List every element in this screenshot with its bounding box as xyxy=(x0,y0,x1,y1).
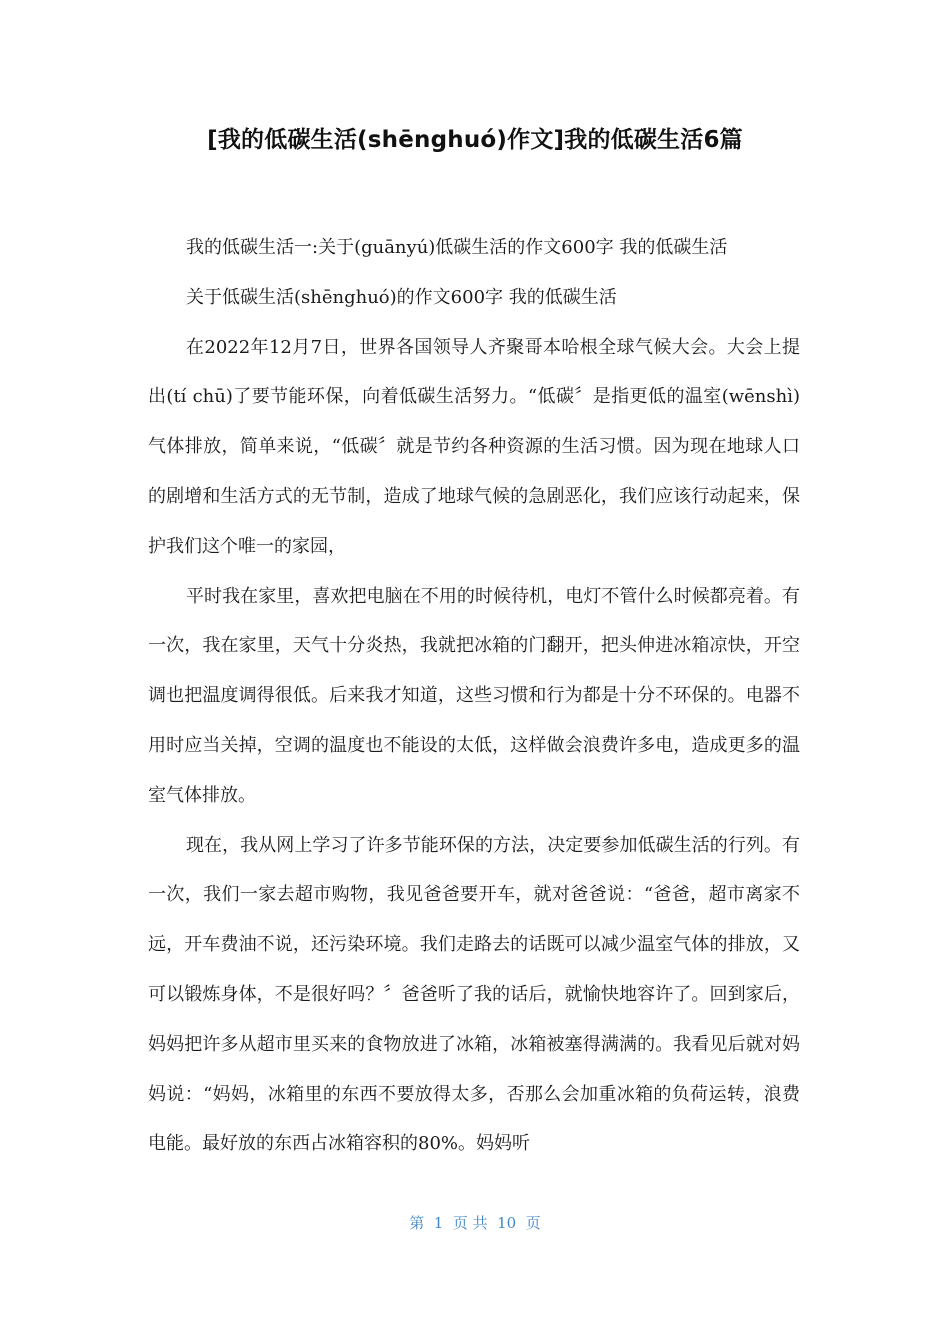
paragraph: 平时我在家里，喜欢把电脑在不用的时候待机，电灯不管什么时候都亮着。有一次，我在家里，天气十分炎热，我就把冰箱的门翻开，把头伸进冰箱凉快，开空调也把温度调得很低。后来我才知道，这些习惯和行为都是十分不环保的。电器不用时应当关掉，空调的温度也不能设的太低，这样做会浪费许多电，造成更多的温室气体排放。 xyxy=(148,585,800,806)
page-indicator: 第 1 页 共 10 页 xyxy=(409,1214,541,1232)
paragraph-heading-line: 我的低碳生活一:关于(guānyú)低碳生活的作文600字 我的低碳生活 xyxy=(186,237,728,258)
document-body xyxy=(148,223,800,1169)
document-title: [我的低碳生活(shēnghuó)作文]我的低碳生活6篇 xyxy=(207,127,743,153)
paragraph: 现在，我从网上学习了许多节能环保的方法，决定要参加低碳生活的行列。有一次，我们一家去超市购物，我见爸爸要开车，就对爸爸说：“爸爸，超市离家不远，开车费油不说，还污染环境。我们走路去的话既可以减少温室气体的排放，又可以锻炼身体，不是很好吗？〞爸爸听了我的话后，就愉快地容许了。回到家后，妈妈把许多从超市里买来的食物放进了冰箱，冰箱被塞得满满的。我看见后就对妈妈说：“妈妈，冰箱里的东西不要放得太多，否那么会加重冰箱的负荷运转，浪费电能。最好放的东西占冰箱容积的80%。妈妈听 xyxy=(148,834,800,1155)
paragraph: 在2022年12月7日，世界各国领导人齐聚哥本哈根全球气候大会。大会上提出(tí chū)了要节能环保，向着低碳生活努力。“低碳〞是指更低的温室(wēnshì)气体排放，简单来说，“低碳〞就是节约各种资源的生活习惯。因为现在地球人口的剧增和生活方式的无节制，造成了地球气候的急剧恶化，我们应该行动起来，保护我们这个唯一的家园， xyxy=(148,336,800,557)
paragraph-subheading-line: 关于低碳生活(shēnghuó)的作文600字 我的低碳生活 xyxy=(186,286,617,308)
